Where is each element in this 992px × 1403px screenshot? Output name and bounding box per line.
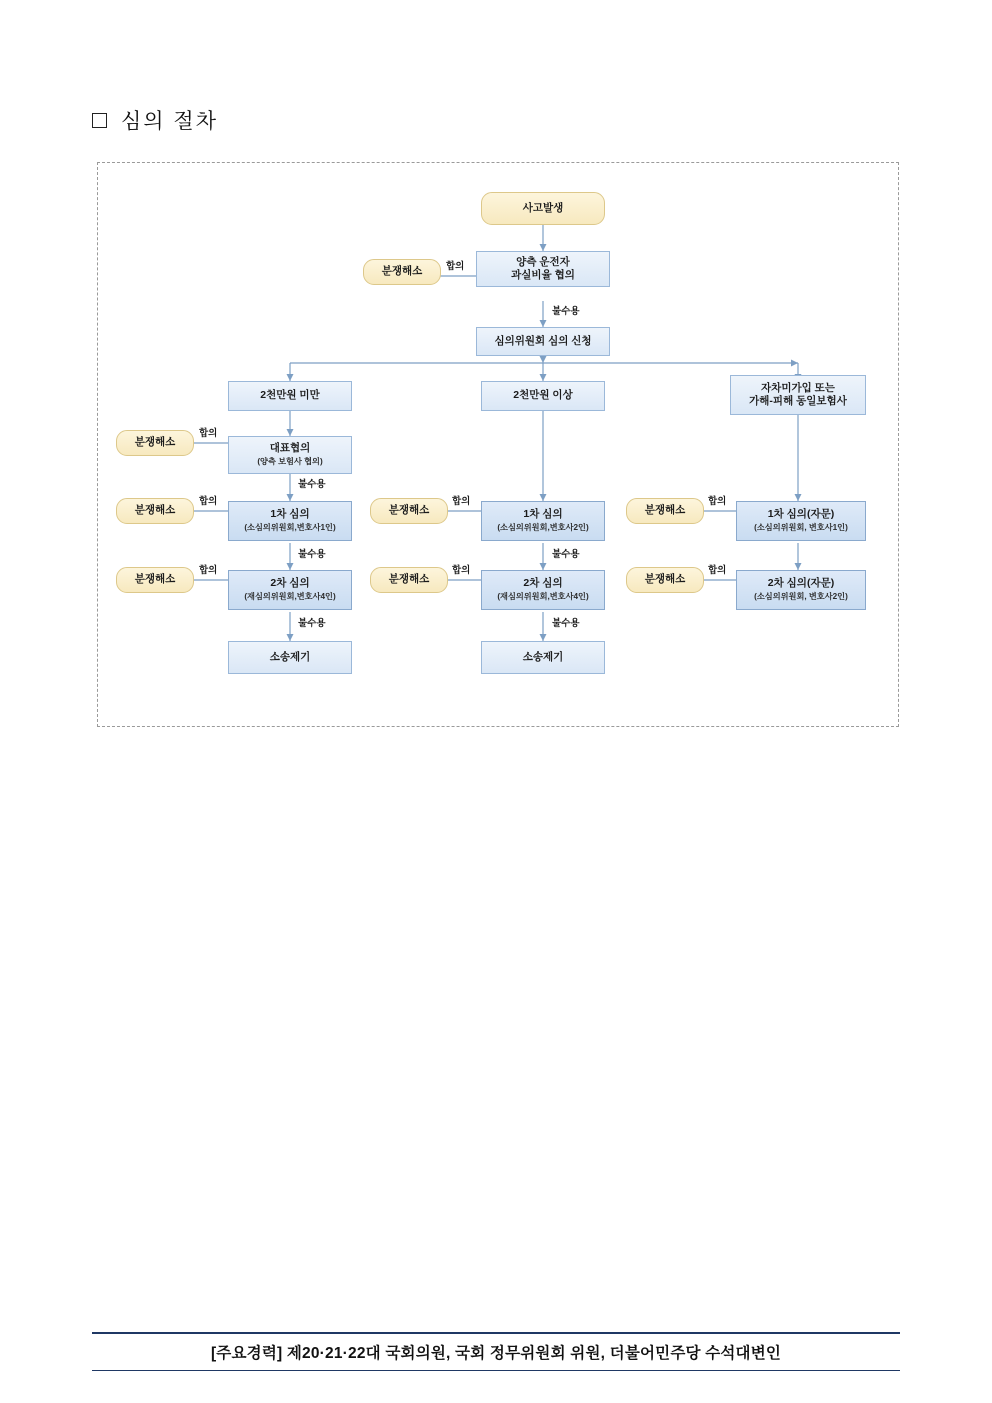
edge-label-reject-top: 불수용 <box>550 303 582 317</box>
node-label: 분쟁해소 <box>388 504 430 517</box>
node-label: 소송제기 <box>522 650 564 663</box>
edge-label-agree-first-over: 합의 <box>450 493 472 507</box>
node-resolve-second-same[interactable] <box>626 567 704 593</box>
node-sublabel: (소심의위원회, 변호사2인) <box>754 592 848 602</box>
node-label: 1차 심의 <box>523 508 563 521</box>
edge-label-agree-top: 합의 <box>444 258 466 272</box>
node-label: 소송제기 <box>269 650 311 663</box>
node-lawsuit-over[interactable] <box>481 641 605 674</box>
node-label: 분쟁해소 <box>388 573 430 586</box>
node-resolve-second-over[interactable] <box>370 567 448 593</box>
node-label: 자차미가입 또는 <box>761 381 835 394</box>
node-label: 분쟁해소 <box>381 265 423 278</box>
node-first-over[interactable] <box>481 501 605 541</box>
node-sublabel: (소심의위원회, 변호사1인) <box>754 523 848 533</box>
node-sublabel: (재심의위원회,변호사4인) <box>497 592 589 602</box>
edge-label-reject-first-under: 불수용 <box>296 546 328 560</box>
edge-label-reject-second-under: 불수용 <box>296 615 328 629</box>
node-sublabel: (소심의위원회,변호사1인) <box>244 523 336 533</box>
node-branch-over[interactable] <box>481 381 605 411</box>
node-first-under[interactable] <box>228 501 352 541</box>
edge-label-agree-rep: 합의 <box>197 425 219 439</box>
node-label: 분쟁해소 <box>134 436 176 449</box>
edge-label-agree-second-under: 합의 <box>197 562 219 576</box>
diagram-container <box>97 162 899 727</box>
node-label: 대표협의 <box>269 442 311 455</box>
node-label: 2천만원 이상 <box>513 389 573 402</box>
edge-label-agree-first-under: 합의 <box>197 493 219 507</box>
diagram-canvas <box>98 163 898 726</box>
node-label: 분쟁해소 <box>644 573 686 586</box>
page-title <box>92 105 218 135</box>
square-marker-icon <box>92 113 107 128</box>
node-label: 2차 심의(자문) <box>767 577 835 590</box>
node-branch-under[interactable] <box>228 381 352 411</box>
node-label: 2차 심의 <box>523 577 563 590</box>
node-first-same[interactable] <box>736 501 866 541</box>
edge-label-reject-second-over: 불수용 <box>550 615 582 629</box>
node-resolve-first-under[interactable] <box>116 498 194 524</box>
node-label: 사고발생 <box>522 201 564 214</box>
edge-label-agree-second-same: 합의 <box>706 562 728 576</box>
node-resolve-top[interactable] <box>363 259 441 285</box>
node-label: 1차 심의 <box>270 508 310 521</box>
footer-divider-top <box>92 1332 900 1334</box>
node-accident[interactable] <box>481 192 605 225</box>
node-branch-same[interactable] <box>730 375 866 415</box>
footer-text: [주요경력] 제20·21·22대 국회의원, 국회 정무위원회 위원, 더불어민주당 수석대변인 <box>210 1345 782 1362</box>
node-resolve-second-under[interactable] <box>116 567 194 593</box>
node-resolve-first-over[interactable] <box>370 498 448 524</box>
node-rep-talk[interactable] <box>228 436 352 474</box>
node-label: 2천만원 미만 <box>260 389 320 402</box>
node-negotiation[interactable] <box>476 251 610 287</box>
page-title-text: 심의 절차 <box>121 110 218 133</box>
node-label: 2차 심의 <box>270 577 310 590</box>
node-label-2: 가해-피해 동일보험사 <box>749 395 847 407</box>
node-resolve-rep[interactable] <box>116 430 194 456</box>
node-apply[interactable] <box>476 327 610 356</box>
node-second-over[interactable] <box>481 570 605 610</box>
footer-divider-bottom <box>92 1370 900 1371</box>
node-second-under[interactable] <box>228 570 352 610</box>
node-label: 분쟁해소 <box>134 504 176 517</box>
node-label: 1차 심의(자문) <box>767 508 835 521</box>
node-label: 양측 운전자 <box>516 255 570 268</box>
edge-label-reject-first-over: 불수용 <box>550 546 582 560</box>
edge-label-reject-rep: 불수용 <box>296 476 328 490</box>
node-label-2: 과실비율 협의 <box>511 269 575 281</box>
node-second-same[interactable] <box>736 570 866 610</box>
node-sublabel: (재심의위원회,변호사4인) <box>244 592 336 602</box>
node-lawsuit-under[interactable] <box>228 641 352 674</box>
node-sublabel: (소심의위원회,변호사2인) <box>497 523 589 533</box>
node-label: 분쟁해소 <box>134 573 176 586</box>
edge-label-agree-first-same: 합의 <box>706 493 728 507</box>
node-resolve-first-same[interactable] <box>626 498 704 524</box>
node-label: 분쟁해소 <box>644 504 686 517</box>
edge-label-agree-second-over: 합의 <box>450 562 472 576</box>
node-label: 심의위원회 심의 신청 <box>494 334 592 347</box>
node-sublabel: (양측 보험사 협의) <box>257 457 323 467</box>
